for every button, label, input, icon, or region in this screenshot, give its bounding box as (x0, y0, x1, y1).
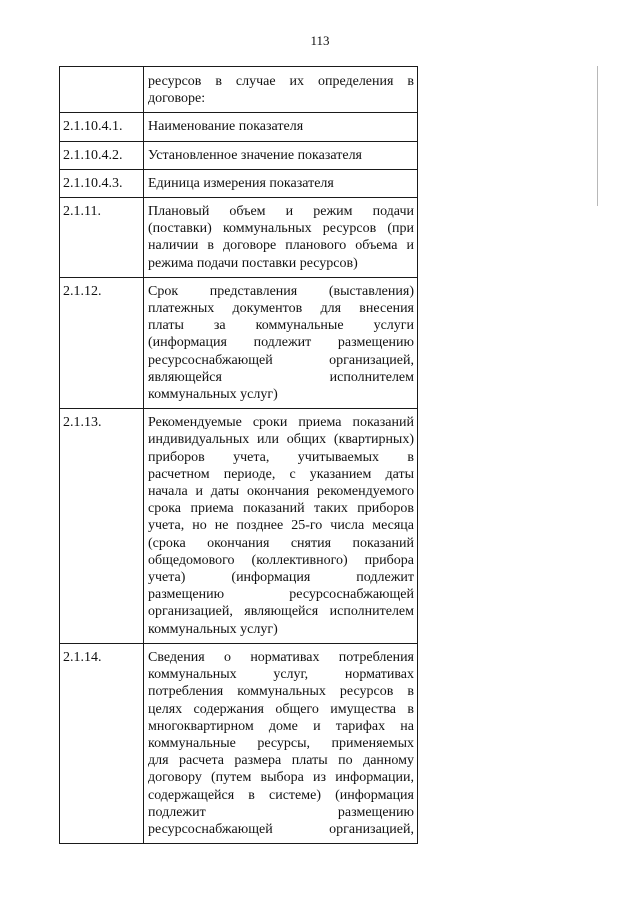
item-text (144, 198, 418, 278)
text-line: учета, но не позднее 25-го числа месяца (148, 518, 414, 534)
text-line: Единица измерения показателя (148, 175, 334, 191)
text-line: подлежит размещению (148, 804, 414, 820)
text-line: расчетном периоде, с указанием даты (148, 466, 414, 482)
text-line: Рекомендуемые сроки приема показаний (148, 415, 414, 431)
item-code: 2.1.10.4.1. (60, 113, 144, 141)
item-text (144, 277, 418, 408)
item-text (144, 67, 418, 113)
table-row (60, 141, 418, 169)
text-line: платы за коммунальные услуги (148, 318, 414, 334)
text-line: договору (путем выбора из информации, (148, 770, 414, 786)
table-body (60, 67, 418, 844)
text-line: ресурсоснабжающей организацией, (148, 352, 414, 368)
text-line: начала и даты окончания рекомендуемого (148, 484, 414, 500)
item-code (60, 67, 144, 113)
table-row (60, 169, 418, 197)
text-line: многоквартирном доме и тарифах на (148, 718, 414, 734)
table-row (60, 198, 418, 278)
item-code: 2.1.10.4.2. (60, 141, 144, 169)
text-line: являющейся исполнителем (148, 369, 414, 385)
text-line: потребления коммунальных ресурсов в (148, 684, 414, 700)
text-line: коммунальные ресурсы, применяемых (148, 735, 414, 751)
text-line: ресурсоснабжающей организацией, (148, 821, 414, 837)
item-text (144, 643, 418, 843)
text-line: Наименование показателя (148, 119, 304, 135)
text-line: размещению ресурсоснабжающей (148, 587, 414, 603)
text-line: режима подачи поставки ресурсов) (148, 255, 358, 271)
text-line: договоре: (148, 91, 206, 107)
text-line: учета) (информация подлежит (148, 570, 414, 586)
item-code: 2.1.14. (60, 643, 144, 843)
item-code: 2.1.13. (60, 409, 144, 644)
text-line: (срока окончания снятия показаний (148, 535, 414, 551)
page-number: 113 (310, 33, 330, 48)
text-line: срока приема показаний таких приборов (148, 501, 414, 517)
table-row (60, 643, 418, 843)
item-text (144, 169, 418, 197)
item-code: 2.1.10.4.3. (60, 169, 144, 197)
text-line: приборов учета, учитываемых в (148, 449, 414, 465)
item-text (144, 113, 418, 141)
table-row (60, 409, 418, 644)
text-line: наличии в договоре планового объема и (148, 238, 414, 254)
text-line: целях содержания общего имущества в (148, 701, 414, 717)
text-line: для расчета размера платы по данному (148, 753, 414, 769)
text-line: коммунальных услуг, нормативах (148, 667, 414, 683)
text-line: ресурсов в случае их определения в (148, 74, 414, 89)
text-line: коммунальных услуг) (148, 387, 278, 403)
right-margin-line (597, 66, 598, 206)
text-line: организацией, являющейся исполнителем (148, 604, 414, 620)
text-line: коммунальных услуг) (148, 621, 278, 637)
item-code: 2.1.12. (60, 277, 144, 408)
item-text (144, 141, 418, 169)
text-line: (поставки) коммунальных ресурсов (при (148, 221, 414, 237)
text-line: (информация подлежит размещению (148, 335, 414, 351)
item-code: 2.1.11. (60, 198, 144, 278)
table-row (60, 113, 418, 141)
text-line: Установленное значение показателя (148, 147, 362, 163)
text-line: индивидуальных или общих (квартирных) (148, 432, 414, 448)
table-row (60, 67, 418, 113)
text-line: платежных документов для внесения (148, 301, 414, 317)
item-text (144, 409, 418, 644)
text-line: содержащейся в системе) (информация (148, 787, 414, 803)
text-line: Плановый объем и режим подачи (148, 204, 414, 220)
document-table (59, 66, 418, 844)
table-row (60, 277, 418, 408)
text-line: общедомового (коллективного) прибора (148, 552, 414, 568)
text-line: Сведения о нормативах потребления (148, 649, 414, 665)
text-line: Срок представления (выставления) (148, 283, 414, 299)
